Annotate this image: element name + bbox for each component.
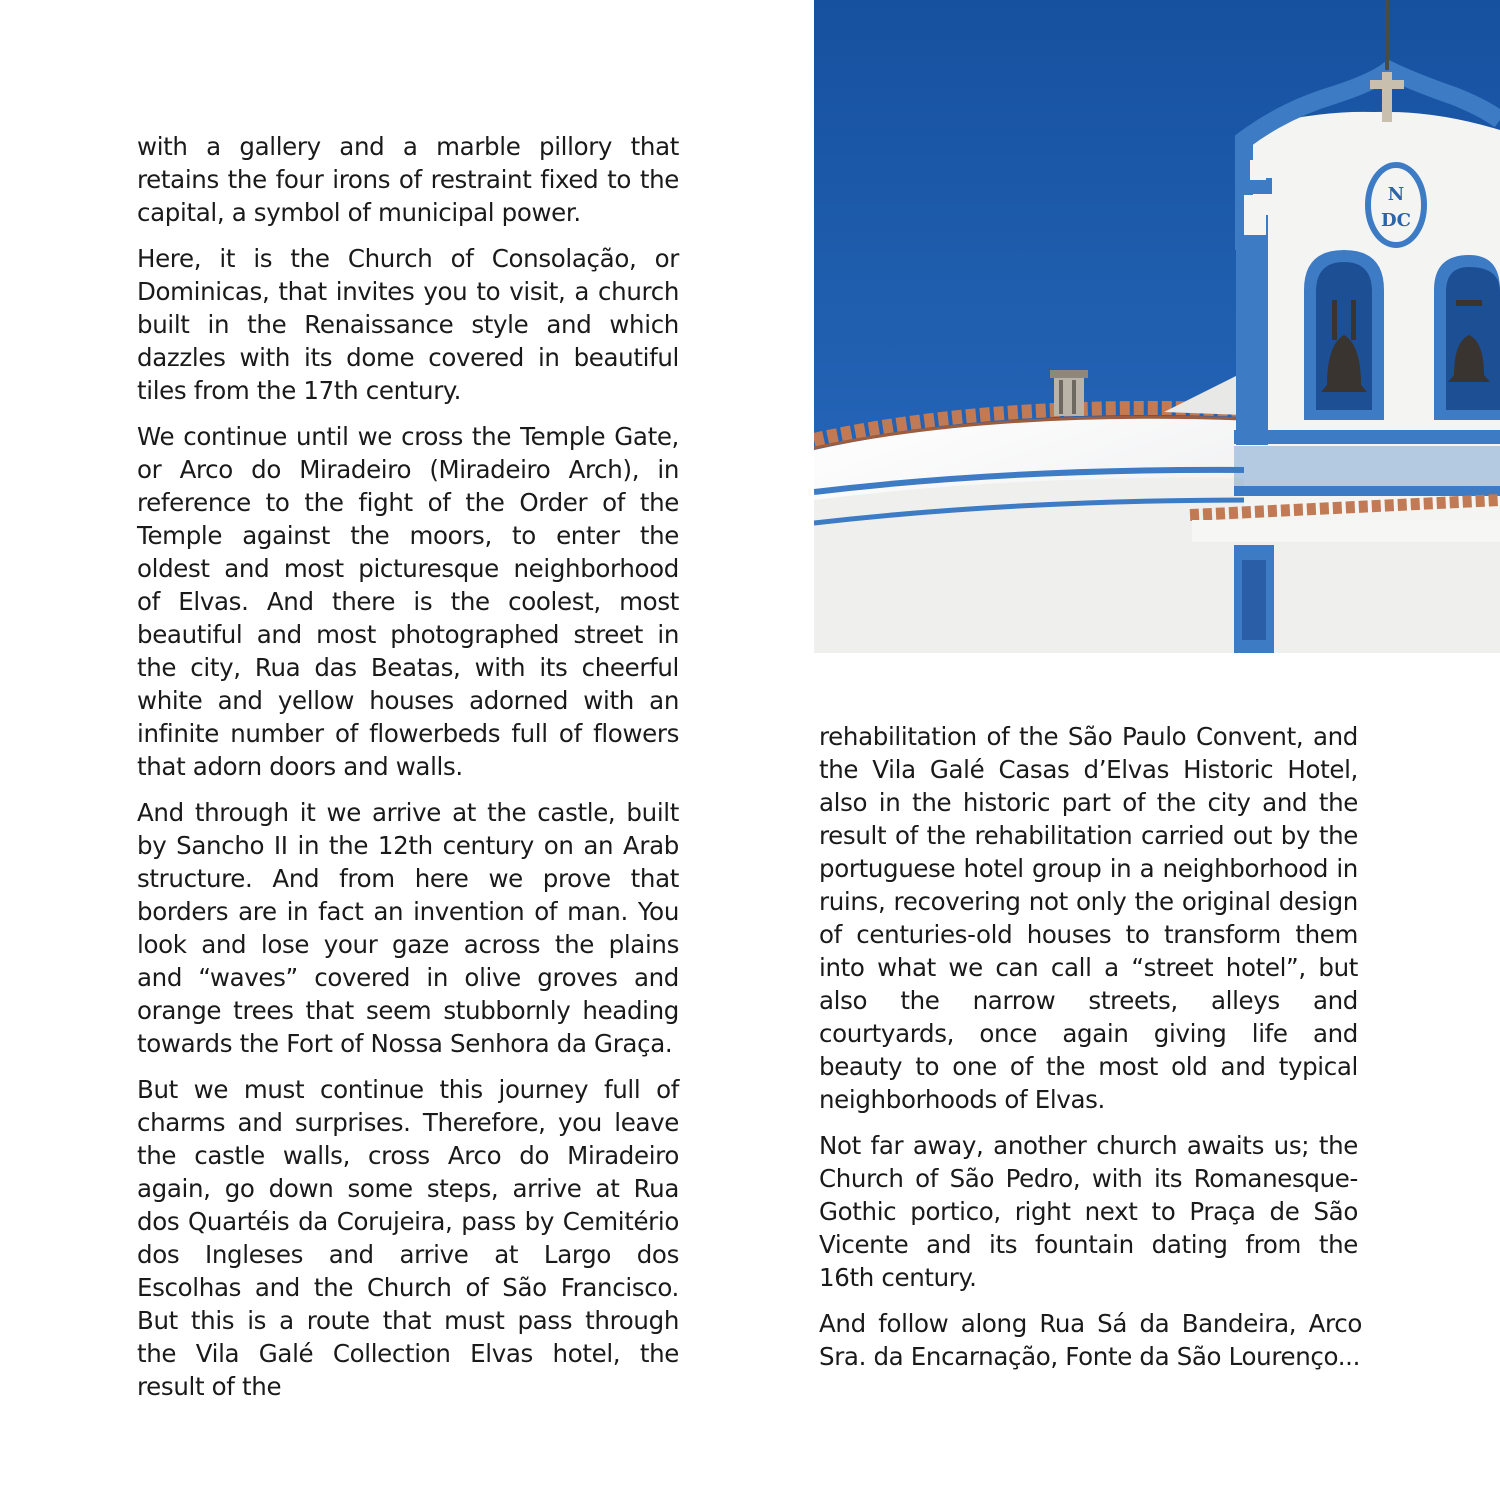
paragraph: We continue until we cross the Temple Gate, or Arco do Miradeiro (Miradeiro Arch), in reference to the fight of the Order of the Temple against the moors, to enter the oldest and most picturesque neighborhood of Elvas. And there is the coolest, most beautiful and most photographed street in the city, Rua das Beatas, with its cheerful white and yellow houses adorned with an infinite number of flowerbeds full of flowers that adorn doors and walls. [137, 422, 679, 781]
right-text-column [819, 720, 1362, 1386]
paragraph: rehabilitation of the São Paulo Convent, and the Vila Galé Casas d’Elvas Historic Hotel, also in the historic part of the city and the result of the rehabilitation carried out by the portuguese hotel group in a neighborhood in ruins, recovering not only the original design of centuries-old houses to transform them into what we can call a “street hotel”, but also the narrow streets, alleys and courtyards, once again giving life and beauty to one of the most old and typical neighborhoods of Elvas. [819, 722, 1358, 1114]
balustrade [1234, 430, 1500, 444]
monogram-cartouche [1368, 165, 1424, 245]
paragraph: And follow along Rua Sá da Bandeira, Arco Sra. da Encarnação, Fonte da São Lourenço... [819, 1309, 1362, 1371]
paragraph: with a gallery and a marble pillory that retains the four irons of restraint fixed to the capital, a symbol of municipal power. [137, 132, 679, 227]
left-text-column [137, 130, 679, 1416]
paragraph: But we must continue this journey full of charms and surprises. Therefore, you leave the castle walls, cross Arco do Miradeiro again, go down some steps, arrive at Rua dos Quartéis da Corujeira, pass by Cemitério dos Ingleses and arrive at Largo dos Escolhas and the Church of São Francisco. But this is a route that must pass through the Vila Galé Collection Elvas hotel, the result of the [137, 1075, 679, 1401]
paragraph: Here, it is the Church of Consolação, or Dominicas, that invites you to visit, a church built in the Renaissance style and which dazzles with its dome covered in beautiful tiles from the 17th century. [137, 244, 679, 405]
dome-lantern [1050, 370, 1088, 416]
monogram-bottom: DC [1381, 210, 1411, 231]
paragraph: And through it we arrive at the castle, built by Sancho II in the 12th century on an Arab structure. And from here we prove that borders are in fact an invention of man. You look and lose your gaze across the plains and “waves” covered in olive groves and orange trees that seem stubbornly heading towards the Fort of Nossa Senhora da Graça. [137, 798, 679, 1058]
church-bell-tower-photo [814, 0, 1500, 653]
monogram-top: N [1387, 184, 1405, 205]
paragraph: Not far away, another church awaits us; the Church of São Pedro, with its Romanesque-Gothic portico, right next to Praça de São Vicente and its fountain dating from the 16th century. [819, 1131, 1358, 1292]
